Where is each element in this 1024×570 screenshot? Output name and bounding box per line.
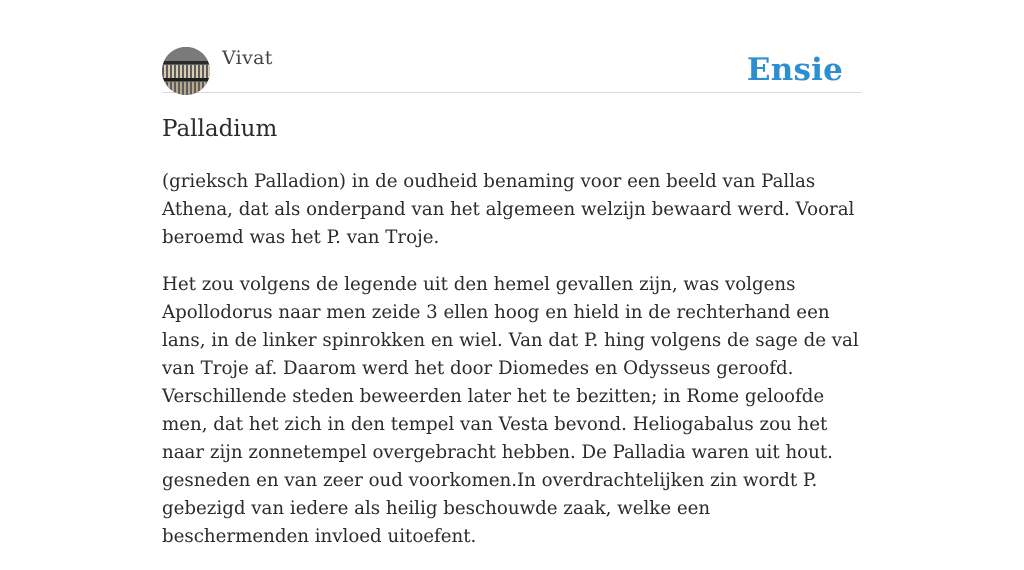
author-avatar[interactable]	[162, 47, 210, 95]
article-paragraph: (grieksch Palladion) in de oudheid benaming voor een beeld van Pallas Athena, dat als onderpand van het algemeen welzijn bewaard werd. Vooral beroemd was het P. van Troje.	[162, 171, 855, 248]
library-shelves-icon	[162, 47, 210, 95]
article-title: Palladium	[162, 116, 278, 142]
article-paragraph: Het zou volgens de legende uit den hemel gevallen zijn, was volgens Apollodorus naar men zeide 3 ellen hoog en hield in de rechterhand een lans, in de linker spinrokken en wiel. Van dat P. hing volgens de sage de val van Troje af. Daarom werd het door Diomedes en Odysseus geroofd. Verschillende steden beweerden later het te bezitten; in Rome geloofde men, dat het zich in den tempel van Vesta bevond. Heliogabalus zou het naar zijn zonnetempel overgebracht hebben. De Palladia waren uit hout. gesneden en van zeer oud voorkomen.In overdrachtelijken zin wordt P. gebezigd van iedere als heilig beschouwde zaak, welke een beschermenden invloed uitoefent.	[162, 274, 859, 547]
brand-logo[interactable]: Ensie	[746, 52, 843, 88]
article-body	[162, 168, 862, 570]
article-card	[162, 0, 862, 547]
author-name[interactable]: Vivat	[222, 47, 273, 69]
article-header	[162, 0, 862, 93]
